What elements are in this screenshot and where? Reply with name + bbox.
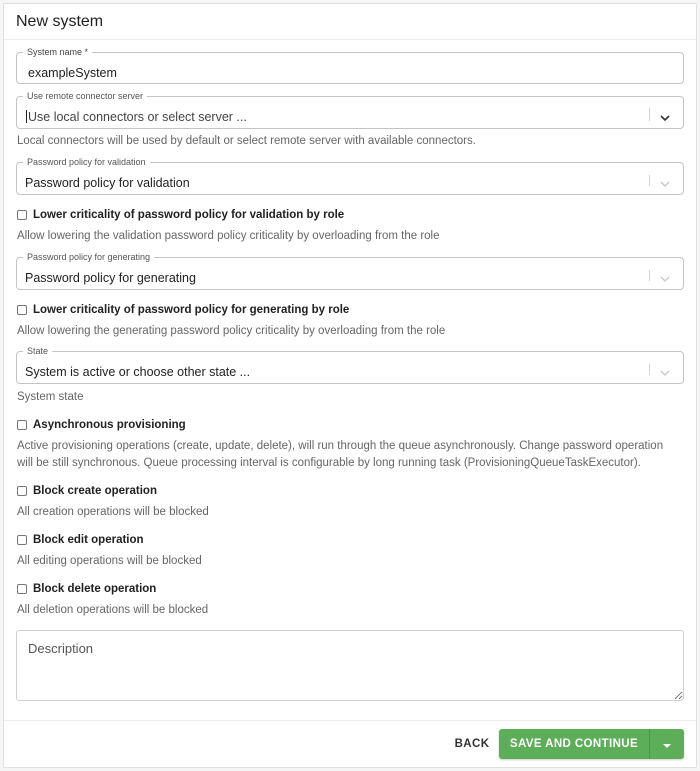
async-checkbox[interactable] — [17, 420, 27, 430]
block-edit-helper: All editing operations will be blocked — [17, 555, 202, 567]
generating-policy-label: Password policy for generating — [27, 252, 151, 262]
chevron-down-icon[interactable] — [658, 272, 672, 286]
save-button-group — [499, 729, 684, 759]
generating-policy-select[interactable] — [16, 252, 684, 290]
page-title: New system — [16, 12, 104, 30]
remote-server-select[interactable] — [16, 91, 684, 129]
block-create-checkbox[interactable] — [17, 486, 27, 496]
chevron-down-icon[interactable] — [658, 111, 672, 125]
lower-validation-label[interactable]: Lower criticality of password policy for validation by role — [33, 209, 345, 221]
select-separator — [649, 175, 650, 186]
lower-generating-label[interactable]: Lower criticality of password policy for generating by role — [33, 304, 350, 316]
async-helper-line2: will be still synchronous. Queue processing interval is configurable by long running task (ProvisioningQueueTaskExecutor). — [17, 457, 641, 469]
select-separator — [649, 270, 650, 281]
save-and-continue-button[interactable]: SAVE AND CONTINUE — [499, 729, 649, 759]
block-edit-label[interactable]: Block edit operation — [33, 534, 144, 546]
lower-validation-helper: Allow lowering the validation password policy criticality by overloading from the role — [17, 230, 440, 242]
lower-generating-checkbox[interactable] — [17, 305, 27, 315]
description-textarea[interactable] — [16, 630, 684, 701]
block-delete-helper: All deletion operations will be blocked — [17, 604, 209, 616]
block-create-label[interactable]: Block create operation — [33, 485, 157, 497]
chevron-down-icon[interactable] — [658, 366, 672, 380]
select-separator — [649, 108, 650, 121]
block-edit-checkbox[interactable] — [17, 535, 27, 545]
state-label: State — [27, 346, 49, 356]
chevron-down-icon[interactable] — [658, 177, 672, 191]
card-header — [4, 4, 696, 40]
state-select[interactable] — [16, 346, 684, 384]
block-edit-row[interactable] — [17, 534, 144, 546]
validation-policy-label: Password policy for validation — [27, 157, 146, 167]
caret-down-icon — [662, 737, 672, 752]
select-separator — [649, 364, 650, 375]
state-value[interactable]: System is active or choose other state ... — [25, 365, 251, 379]
validation-policy-select[interactable] — [16, 157, 684, 195]
remote-server-placeholder[interactable]: Use local connectors or select server ... — [28, 110, 247, 124]
system-name-label: System name * — [27, 47, 89, 57]
text-cursor — [26, 110, 27, 123]
lower-generating-helper: Allow lowering the generating password policy criticality by overloading from the role — [17, 325, 446, 337]
block-create-helper: All creation operations will be blocked — [17, 506, 209, 518]
remote-server-label: Use remote connector server — [27, 91, 144, 101]
async-row[interactable] — [17, 419, 186, 431]
save-options-toggle[interactable] — [649, 729, 684, 759]
back-button[interactable]: BACK — [448, 729, 496, 759]
async-helper-line1: Active provisioning operations (create, update, delete), will run through the queue asynchronously. Change password operation — [17, 440, 664, 452]
validation-policy-value[interactable]: Password policy for validation — [25, 176, 190, 190]
footer-divider — [4, 720, 696, 721]
lower-validation-row[interactable] — [17, 209, 344, 221]
remote-server-helper: Local connectors will be used by default or select remote server with available connectors. — [17, 135, 476, 147]
system-name-field[interactable] — [16, 47, 684, 84]
state-helper: System state — [17, 391, 84, 403]
block-delete-checkbox[interactable] — [17, 584, 27, 594]
system-name-value[interactable]: exampleSystem — [28, 66, 117, 80]
lower-validation-checkbox[interactable] — [17, 210, 27, 220]
block-delete-row[interactable] — [17, 583, 156, 595]
async-label[interactable]: Asynchronous provisioning — [33, 419, 186, 431]
generating-policy-value[interactable]: Password policy for generating — [25, 271, 196, 285]
new-system-card — [3, 3, 697, 768]
block-delete-label[interactable]: Block delete operation — [33, 583, 157, 595]
block-create-row[interactable] — [17, 485, 157, 497]
lower-generating-row[interactable] — [17, 304, 349, 316]
